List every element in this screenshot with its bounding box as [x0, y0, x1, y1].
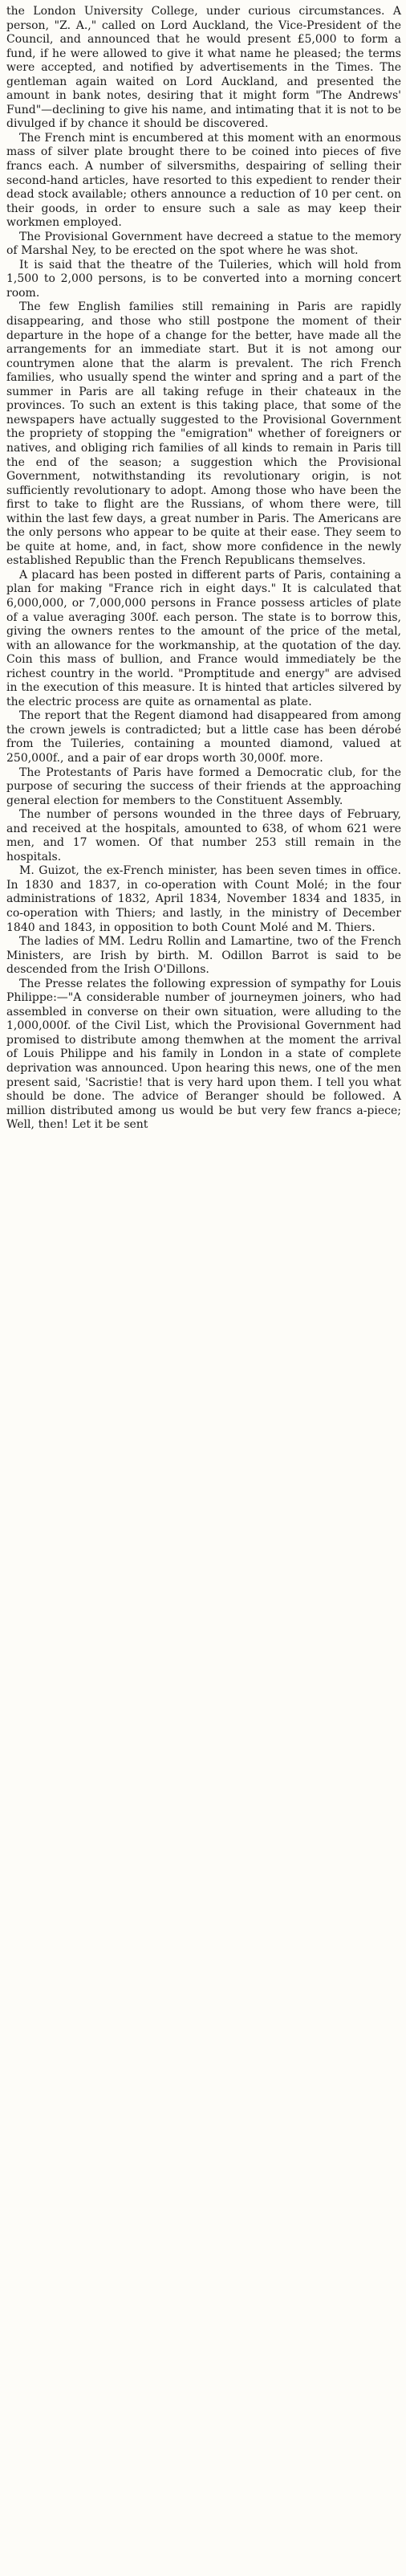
- paragraph-irish-ladies: The ladies of MM. Ledru Rollin and Lamartine, two of the French Ministers, are Irish by birth. M. Odillon Barrot is said to be descended from the Irish O'Dillons.: [6, 935, 401, 977]
- paragraph-english-families: The few English families still remaining in Paris are rapidly disappearing, and those who still postpone the moment of their departure in the hope of a change for the better, have made all the arrangements for an immediate start. But it is not among our countrymen alone that the alarm is prevalent. The rich French families, who usually spend the winter and spring and a part of the summer in Paris are all taking refuge in their chateaux in the provinces. To such an extent is this taking place, that some of the newspapers have actually suggested to the Provisional Government the propriety of stopping the "emigration" whether of foreigners or natives, and obliging rich families of all kinds to remain in Paris till the end of the season; a suggestion which the Provisional Government, notwithstanding its revolutionary origin, is not sufficiently revolutionary to adopt. Among those who have been the first to take to flight are the Russians, of whom there were, till within the last few days, a great number in Paris. The Americans are the only persons who appear to be quite at their ease. They seem to be quite at home, and, in fact, show more confidence in the newly established Republic than the French Republicans themselves.: [6, 300, 401, 568]
- paragraph-ney-statue: The Provisional Government have decreed a statue to the memory of Marshal Ney, to be erected on the spot where he was shot.: [6, 230, 401, 258]
- paragraph-tuileries-theatre: It is said that the theatre of the Tuileries, which will hold from 1,500 to 2,000 persons, is to be converted into a morning concert room.: [6, 258, 401, 300]
- paragraph-guizot: M. Guizot, the ex-French minister, has been seven times in office. In 1830 and 1837, in co-operation with Count Molé; in the four administrations of 1832, April 1834, November 1834 and 1835, in co-operation with Thiers; and lastly, in the ministry of December 1840 and 1843, in opposition to both Count Molé and M. Thiers.: [6, 864, 401, 934]
- news-column: [6, 5, 401, 1133]
- paragraph-placard: A placard has been posted in different parts of Paris, containing a plan for making "France rich in eight days." It is calculated that 6,000,000, or 7,000,000 persons in France possess articles of plate of a value averaging 300f. each person. The state is to borrow this, giving the owners rentes to the amount of the price of the metal, with an allowance for the workmanship, at the quotation of the day. Coin this mass of bullion, and France would immediately be the richest country in the world. "Promptitude and energy" are advised in the execution of this measure. It is hinted that articles silvered by the electric process are quite as ornamental as plate.: [6, 568, 401, 708]
- paragraph-regent-diamond: The report that the Regent diamond had disappeared from among the crown jewels is contradicted; but a little case has been dérobé from the Tuileries, containing a mounted diamond, valued at 250,000f., and a pair of ear drops worth 30,000f. more.: [6, 709, 401, 765]
- paragraph-protestant-club: The Protestants of Paris have formed a Democratic club, for the purpose of securing the success of their friends at the approaching general election for members to the Constituent Assembly.: [6, 765, 401, 807]
- paragraph-french-mint: The French mint is encumbered at this moment with an enormous mass of silver plate brought there to be coined into pieces of five francs each. A number of silversmiths, despairing of selling their second-hand articles, have resorted to this expedient to render their dead stock available; others announce a reduction of 10 per cent. on their goods, in order to ensure such a sale as may keep their workmen employed.: [6, 131, 401, 230]
- paragraph-andrews-fund: the London University College, under curious circumstances. A person, "Z. A.," called on Lord Auckland, the Vice-President of the Council, and announced that he would present £5,000 to form a fund, if he were allowed to give it what name he pleased; the terms were accepted, and notified by advertisements in the Times. The gentleman again waited on Lord Auckland, and presented the amount in bank notes, desiring that it might form "The Andrews' Fund"—declining to give his name, and intimating that it is not to be divulged if by chance it should be discovered.: [6, 5, 401, 131]
- paragraph-presse: The Presse relates the following expression of sympathy for Louis Philippe:—"A considerable number of journeymen joiners, who had assembled in converse on their own situation, were alluding to the 1,000,000f. of the Civil List, which the Provisional Government had promised to distribute among themwhen at the moment the arrival of Louis Philippe and his family in London in a state of complete deprivation was announced. Upon hearing this news, one of the men present said, 'Sacristie! that is very hard upon them. I tell you what should be done. The advice of Beranger should be followed. A million distributed among us would be but very few francs a-piece; Well, then! Let it be sent: [6, 977, 401, 1132]
- paragraph-wounded: The number of persons wounded in the three days of February, and received at the hospitals, amounted to 638, of whom 621 were men, and 17 women. Of that number 253 still remain in the hospitals.: [6, 808, 401, 863]
